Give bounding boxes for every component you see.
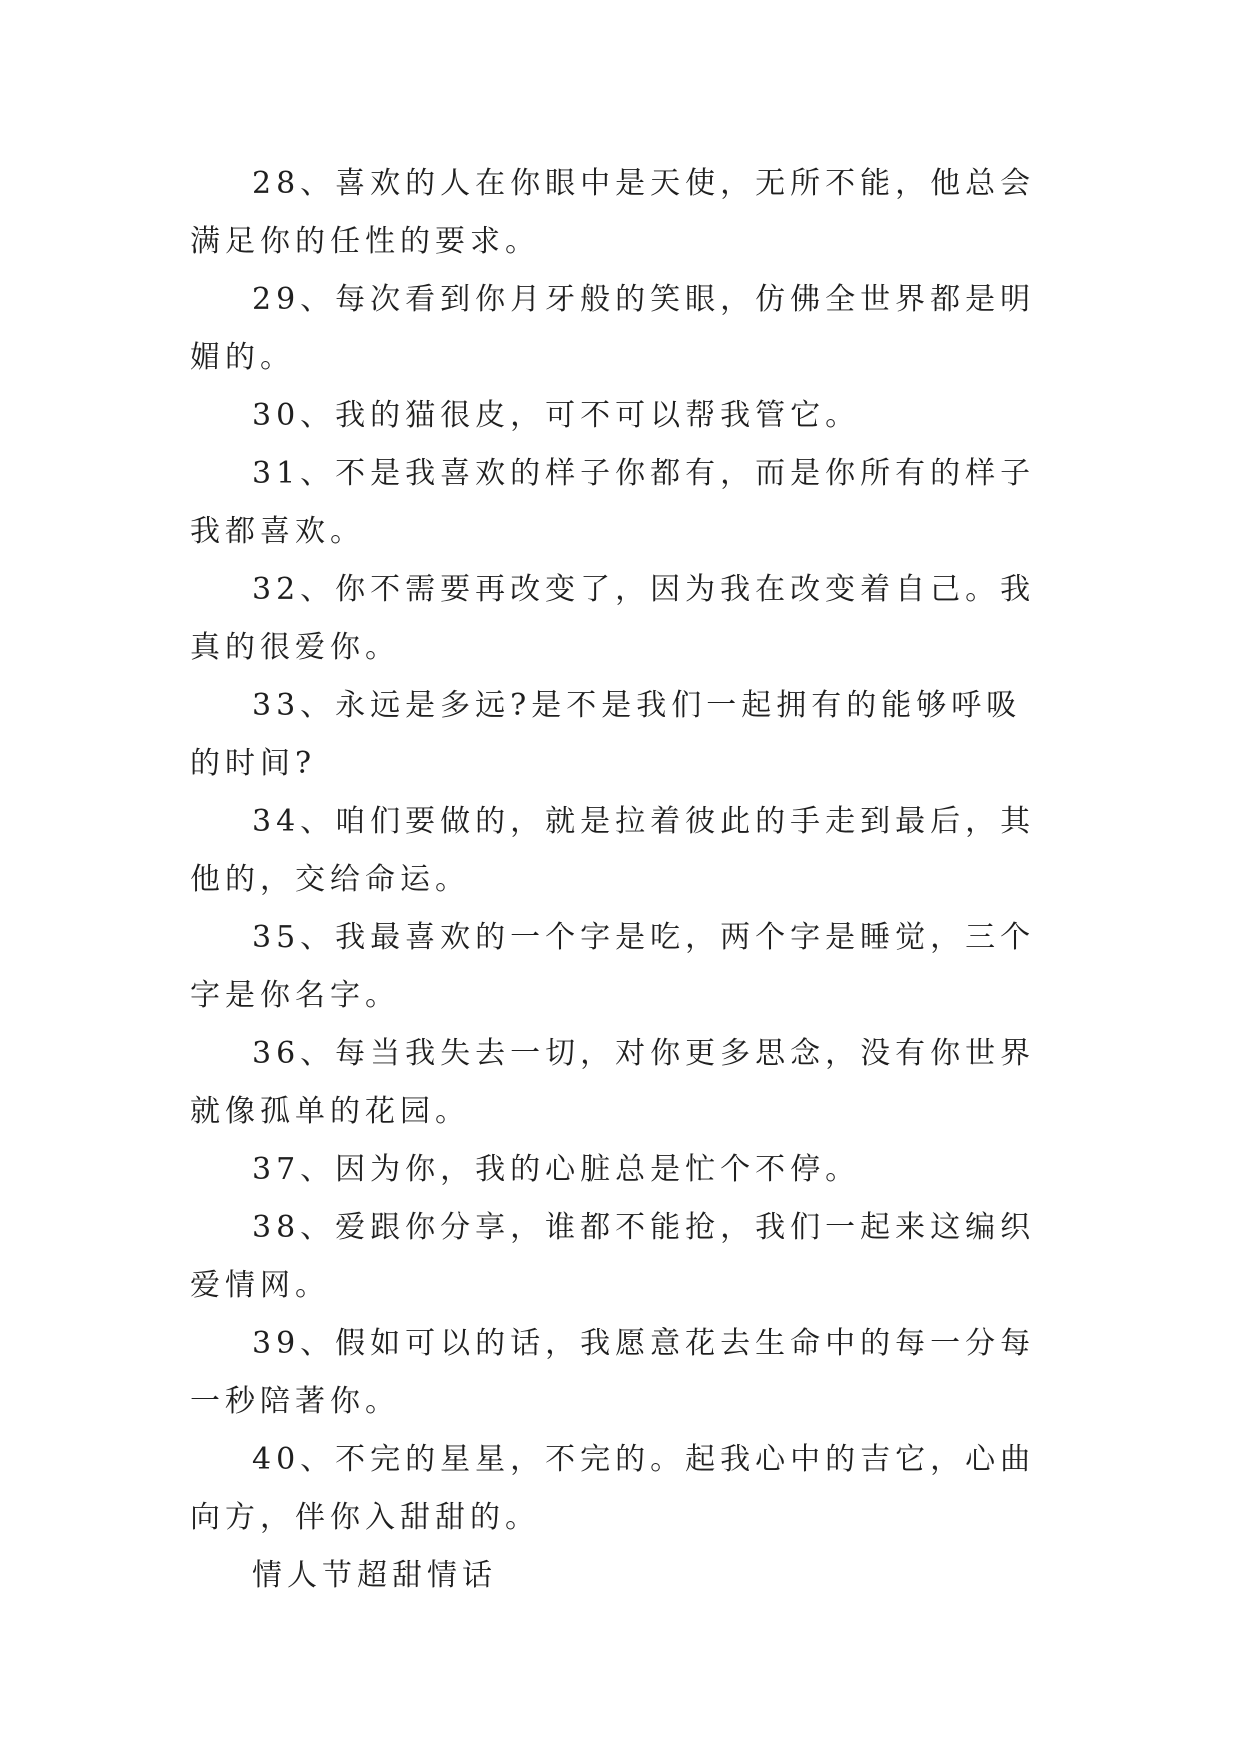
paragraph-33: 33、永远是多远?是不是我们一起拥有的能够呼吸的时间? — [190, 688, 1022, 781]
paragraph-34: 34、咱们要做的，就是拉着彼此的手走到最后，其他的，交给命运。 — [190, 804, 1036, 897]
paragraph-30: 30、我的猫很皮，可不可以帮我管它。 — [252, 398, 861, 433]
paragraph-28: 28、喜欢的人在你眼中是天使，无所不能，他总会满足你的任性的要求。 — [190, 166, 1036, 259]
document-body — [190, 155, 1050, 1605]
paragraph-40: 40、不完的星星，不完的。起我心中的吉它，心曲向方，伴你入甜甜的。 — [190, 1442, 1036, 1535]
paragraph-38: 38、爱跟你分享，谁都不能抢，我们一起来这编织爱情网。 — [190, 1210, 1036, 1303]
paragraph-32: 32、你不需要再改变了，因为我在改变着自己。我真的很爱你。 — [190, 572, 1036, 665]
paragraph-36: 36、每当我失去一切，对你更多思念，没有你世界就像孤单的花园。 — [190, 1036, 1036, 1129]
paragraph-29: 29、每次看到你月牙般的笑眼，仿佛全世界都是明媚的。 — [190, 282, 1036, 375]
paragraph-39: 39、假如可以的话，我愿意花去生命中的每一分每一秒陪著你。 — [190, 1326, 1036, 1419]
paragraph-31: 31、不是我喜欢的样子你都有，而是你所有的样子我都喜欢。 — [190, 456, 1036, 549]
paragraph-35: 35、我最喜欢的一个字是吃，两个字是睡觉，三个字是你名字。 — [190, 920, 1036, 1013]
section-heading: 情人节超甜情话 — [252, 1558, 497, 1593]
paragraph-37: 37、因为你，我的心脏总是忙个不停。 — [252, 1152, 861, 1187]
